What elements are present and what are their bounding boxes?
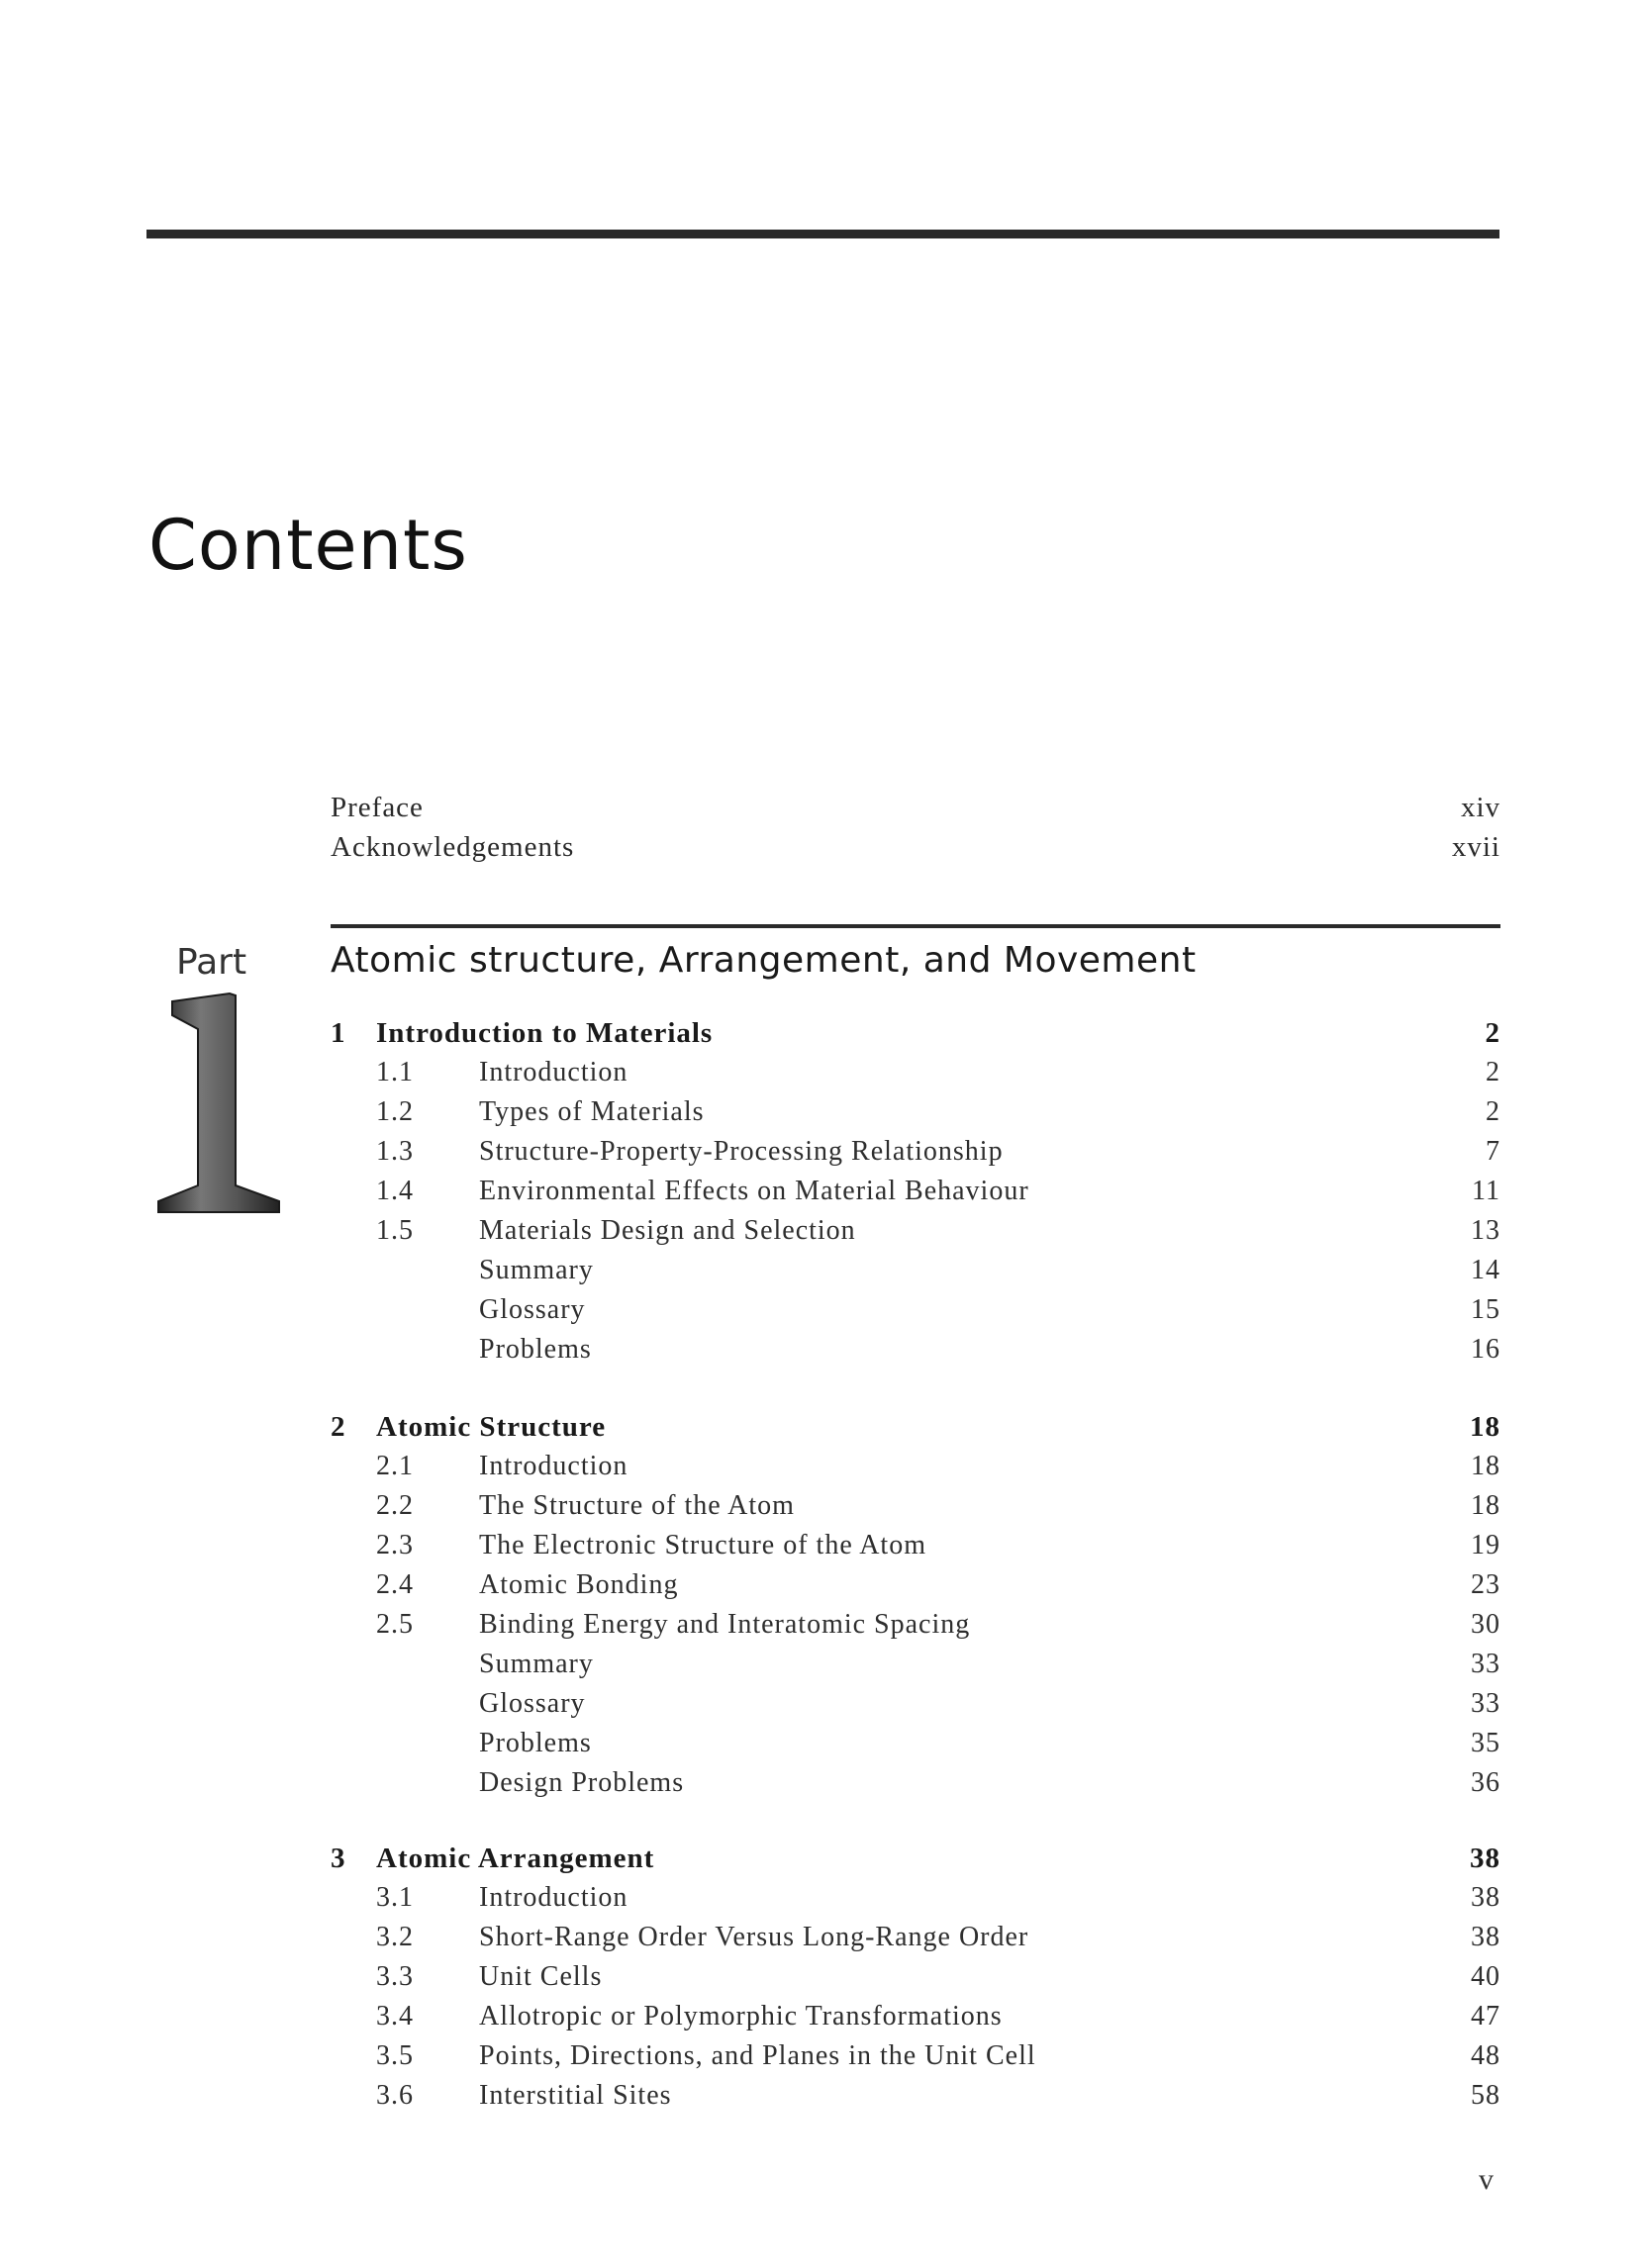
entry-label: Preface — [331, 792, 424, 823]
section-number: 1.3 — [376, 1136, 414, 1167]
top-rule — [146, 230, 1499, 238]
toc-section[interactable] — [331, 1997, 1500, 2036]
section-page: 2 — [1486, 1057, 1500, 1087]
chapter-title: Introduction to Materials — [376, 1017, 714, 1049]
chapter-number: 2 — [331, 1411, 346, 1443]
section-number: 3.3 — [376, 1961, 414, 1992]
section-page: 2 — [1486, 1096, 1500, 1127]
section-number: 2.1 — [376, 1451, 414, 1481]
toc-extra[interactable] — [331, 1330, 1500, 1370]
section-title: Points, Directions, and Planes in the Unit Cell — [479, 2040, 1036, 2071]
section-number: 2.2 — [376, 1490, 414, 1521]
chapter-heading[interactable] — [331, 1839, 1500, 1878]
toc-section[interactable] — [331, 1053, 1500, 1092]
part-label: Part — [176, 942, 247, 983]
chapter-2 — [331, 1407, 1500, 1803]
section-number: 3.5 — [376, 2040, 414, 2071]
section-page: 58 — [1471, 2080, 1500, 2111]
part-title: Atomic structure, Arrangement, and Movement — [331, 940, 1197, 981]
extra-title: Problems — [479, 1334, 592, 1365]
section-page: 38 — [1471, 1922, 1500, 1952]
section-number: 2.5 — [376, 1609, 414, 1640]
section-number: 3.2 — [376, 1922, 414, 1952]
section-title: Structure-Property-Processing Relationship — [479, 1136, 1004, 1167]
chapter-page: 18 — [1470, 1411, 1500, 1443]
extra-title: Summary — [479, 1649, 594, 1679]
toc-extra[interactable] — [331, 1290, 1500, 1330]
toc-section[interactable] — [331, 1878, 1500, 1918]
extra-page: 15 — [1471, 1294, 1500, 1325]
extra-title: Glossary — [479, 1294, 586, 1325]
chapter-page: 38 — [1470, 1843, 1500, 1874]
page-folio: v — [1479, 2163, 1494, 2196]
chapter-heading[interactable] — [331, 1407, 1500, 1447]
extra-page: 33 — [1471, 1649, 1500, 1679]
extra-page: 14 — [1471, 1255, 1500, 1285]
toc-section[interactable] — [331, 2076, 1500, 2116]
extra-page: 16 — [1471, 1334, 1500, 1365]
extra-title: Problems — [479, 1728, 592, 1758]
section-title: Interstitial Sites — [479, 2080, 672, 2111]
toc-extra[interactable] — [331, 1763, 1500, 1803]
section-number: 2.4 — [376, 1569, 414, 1600]
part-rule — [331, 924, 1500, 928]
chapter-number: 3 — [331, 1843, 346, 1874]
chapter-page: 2 — [1485, 1017, 1500, 1049]
toc-section[interactable] — [331, 1918, 1500, 1957]
toc-section[interactable] — [331, 1211, 1500, 1251]
toc-extra[interactable] — [331, 1724, 1500, 1763]
section-page: 11 — [1472, 1176, 1500, 1206]
chapter-title: Atomic Structure — [376, 1411, 607, 1443]
section-title: The Electronic Structure of the Atom — [479, 1530, 926, 1560]
chapter-1 — [331, 1013, 1500, 1370]
section-page: 18 — [1471, 1451, 1500, 1481]
section-page: 23 — [1471, 1569, 1500, 1600]
section-page: 47 — [1471, 2001, 1500, 2032]
toc-section[interactable] — [331, 1092, 1500, 1132]
section-number: 3.1 — [376, 1882, 414, 1913]
section-page: 19 — [1471, 1530, 1500, 1560]
toc-entry-acknowledgements[interactable] — [331, 827, 1500, 867]
toc-section[interactable] — [331, 1957, 1500, 1997]
toc-entry-preface[interactable] — [331, 788, 1500, 827]
toc-section[interactable] — [331, 1486, 1500, 1526]
toc-section[interactable] — [331, 1565, 1500, 1605]
section-page: 48 — [1471, 2040, 1500, 2071]
section-number: 3.6 — [376, 2080, 414, 2111]
toc-section[interactable] — [331, 1172, 1500, 1211]
section-number: 1.4 — [376, 1176, 414, 1206]
section-number: 1.2 — [376, 1096, 414, 1127]
extra-title: Summary — [479, 1255, 594, 1285]
section-title: Environmental Effects on Material Behaviour — [479, 1176, 1029, 1206]
toc-extra[interactable] — [331, 1684, 1500, 1724]
section-number: 2.3 — [376, 1530, 414, 1560]
section-title: Types of Materials — [479, 1096, 705, 1127]
section-title: Introduction — [479, 1057, 628, 1087]
toc-extra[interactable] — [331, 1251, 1500, 1290]
toc-section[interactable] — [331, 1605, 1500, 1645]
section-title: Atomic Bonding — [479, 1569, 679, 1600]
section-page: 7 — [1486, 1136, 1500, 1167]
section-title: Allotropic or Polymorphic Transformations — [479, 2001, 1003, 2032]
entry-page: xvii — [1451, 831, 1500, 863]
section-title: Introduction — [479, 1882, 628, 1913]
page-title: Contents — [148, 505, 468, 586]
section-page: 18 — [1471, 1490, 1500, 1521]
section-page: 13 — [1471, 1215, 1500, 1246]
extra-title: Design Problems — [479, 1767, 685, 1798]
part-number-graphic — [154, 990, 283, 1222]
entry-label: Acknowledgements — [331, 831, 575, 863]
section-title: Binding Energy and Interatomic Spacing — [479, 1609, 971, 1640]
toc-section[interactable] — [331, 1447, 1500, 1486]
extra-page: 35 — [1471, 1728, 1500, 1758]
section-number: 3.4 — [376, 2001, 414, 2032]
section-title: Materials Design and Selection — [479, 1215, 856, 1246]
section-page: 38 — [1471, 1882, 1500, 1913]
section-number: 1.5 — [376, 1215, 414, 1246]
section-title: Short-Range Order Versus Long-Range Order — [479, 1922, 1029, 1952]
toc-extra[interactable] — [331, 1645, 1500, 1684]
chapter-number: 1 — [331, 1017, 346, 1049]
extra-title: Glossary — [479, 1688, 586, 1719]
section-title: Introduction — [479, 1451, 628, 1481]
section-title: Unit Cells — [479, 1961, 603, 1992]
toc-section[interactable] — [331, 1526, 1500, 1565]
front-matter — [331, 788, 1500, 867]
entry-page: xiv — [1460, 792, 1500, 823]
section-page: 40 — [1471, 1961, 1500, 1992]
chapter-heading[interactable] — [331, 1013, 1500, 1053]
chapter-title: Atomic Arrangement — [376, 1843, 655, 1874]
chapter-3 — [331, 1839, 1500, 2116]
toc-section[interactable] — [331, 2036, 1500, 2076]
extra-page: 33 — [1471, 1688, 1500, 1719]
section-page: 30 — [1471, 1609, 1500, 1640]
section-number: 1.1 — [376, 1057, 414, 1087]
section-title: The Structure of the Atom — [479, 1490, 795, 1521]
toc-section[interactable] — [331, 1132, 1500, 1172]
extra-page: 36 — [1471, 1767, 1500, 1798]
